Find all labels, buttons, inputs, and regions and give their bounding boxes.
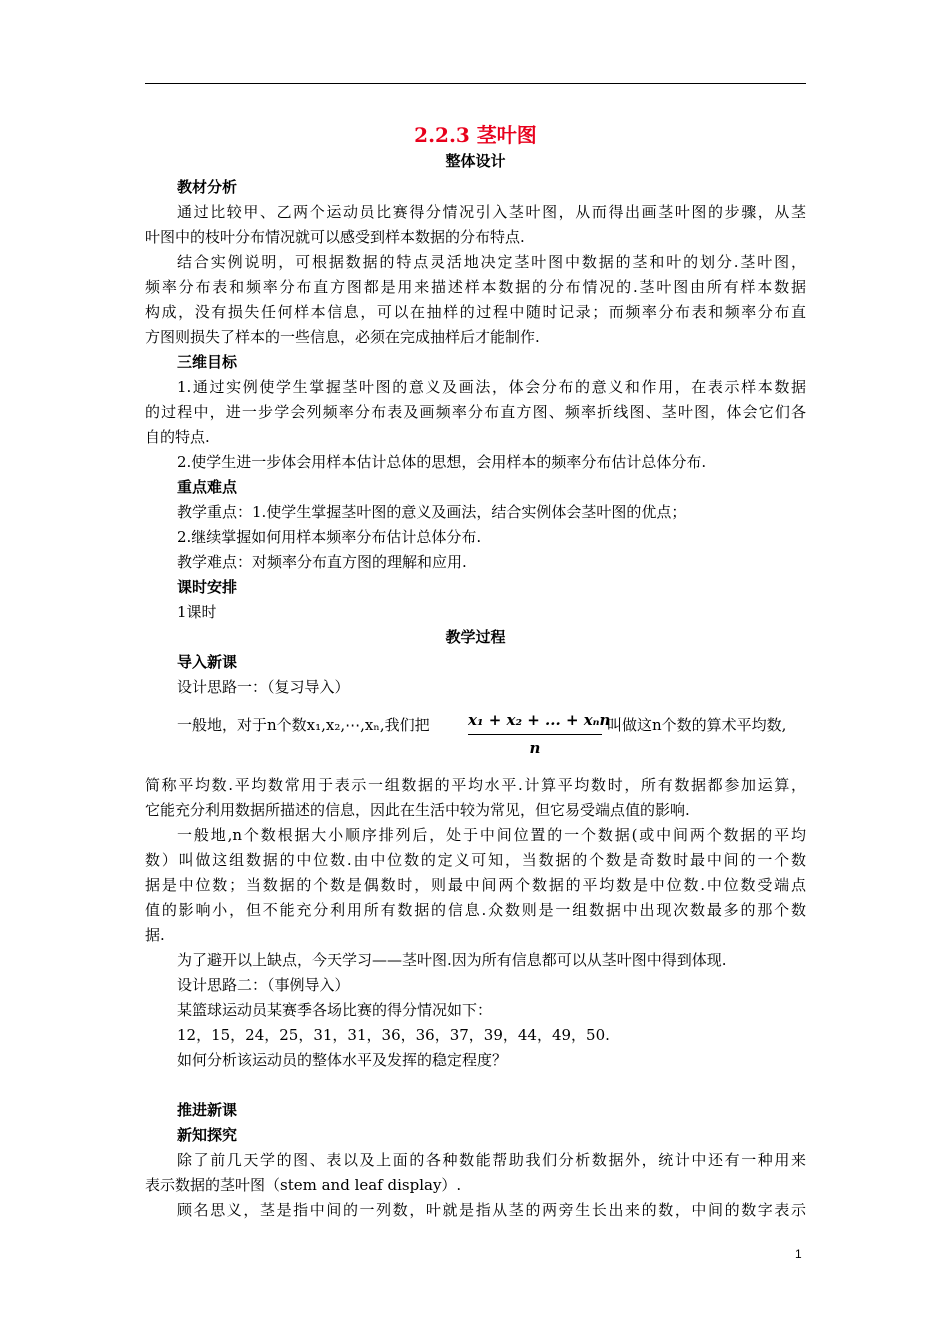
paragraph-line: 某篮球运动员某赛季各场比赛的得分情况如下： — [177, 1001, 493, 1019]
mean-text-before: 一般地，对于n个数x₁,x₂,⋯,xₙ,我们把 — [177, 716, 430, 734]
formula-numerator: x₁ + x₂ + ... + xₙn — [468, 708, 602, 735]
formula-denominator: n — [529, 739, 541, 757]
paragraph-line: 顾名思义，茎是指中间的一列数，叶就是指从茎的两旁生长出来的数，中间的数字表示 — [177, 1201, 806, 1219]
score-list: 12，15，24，25，31，31，36，36，37，39，44，49，50. — [177, 1026, 610, 1044]
paragraph-line: 频率分布表和频率分布直方图都是用来描述样本数据的分布情况的.茎叶图由所有样本数据 — [145, 278, 806, 296]
mean-text-after: 叫做这n个数的算术平均数, — [607, 716, 787, 734]
paragraph-line: 如何分析该运动员的整体水平及发挥的稳定程度？ — [177, 1051, 508, 1069]
heading-schedule: 课时安排 — [177, 578, 238, 596]
paragraph-line: 据是中位数；当数据的个数是偶数时，则最中间两个数据的平均数是中位数.中位数受端点 — [145, 876, 806, 894]
heading-textbook-analysis: 教材分析 — [177, 178, 238, 196]
subtitle: 整体设计 — [445, 152, 506, 170]
mean-formula — [468, 708, 611, 761]
page-number: 1 — [795, 1247, 802, 1261]
paragraph-line: 设计思路一：（复习导入） — [177, 678, 350, 696]
heading-new-lesson: 推进新课 — [177, 1101, 238, 1119]
paragraph-line: 通过比较甲、乙两个运动员比赛得分情况引入茎叶图，从而得出画茎叶图的步骤，从茎 — [177, 203, 806, 221]
paragraph-line: 据. — [145, 926, 165, 944]
paragraph-line: 除了前几天学的图、表以及上面的各种数能帮助我们分析数据外，统计中还有一种用来 — [177, 1151, 806, 1169]
paragraph-line: 的过程中，进一步学会列频率分布表及画频率分布直方图、频率折线图、茎叶图，体会它们各 — [145, 403, 806, 421]
paragraph-line: 教学重点：1.使学生掌握茎叶图的意义及画法，结合实例体会茎叶图的优点； — [177, 503, 687, 521]
paragraph-line: 1.通过实例使学生掌握茎叶图的意义及画法，体会分布的意义和作用，在表示样本数据 — [177, 378, 806, 396]
page-title: 2.2.3 茎叶图 — [414, 123, 537, 147]
paragraph-line: 结合实例说明，可根据数据的特点灵活地决定茎叶图中数据的茎和叶的划分.茎叶图， — [177, 253, 806, 271]
paragraph-line: 简称平均数.平均数常用于表示一组数据的平均水平.计算平均数时，所有数据都参加运算， — [145, 776, 806, 794]
paragraph-line: 设计思路二：（事例导入） — [177, 976, 350, 994]
heading-teaching-process: 教学过程 — [445, 628, 506, 646]
paragraph-line: 方图则损失了样本的一些信息，必须在完成抽样后才能制作. — [145, 328, 540, 346]
paragraph-line: 2.继续掌握如何用样本频率分布估计总体分布. — [177, 528, 482, 546]
paragraph-line: 值的影响小，但不能充分利用所有数据的信息.众数则是一组数据中出现次数最多的那个数 — [145, 901, 806, 919]
paragraph-line: 自的特点. — [145, 428, 210, 446]
paragraph-line: 叶图中的枝叶分布情况就可以感受到样本数据的分布特点. — [145, 228, 525, 246]
paragraph-line: 它能充分利用数据所描述的信息，因此在生活中较为常见，但它易受端点值的影响. — [145, 801, 690, 819]
heading-exploration: 新知探究 — [177, 1126, 238, 1144]
paragraph-line: 1课时 — [177, 603, 217, 621]
paragraph-line: 构成，没有损失任何样本信息，可以在抽样的过程中随时记录；而频率分布表和频率分布直 — [145, 303, 806, 321]
paragraph-line: 表示数据的茎叶图（stem and leaf display）. — [145, 1176, 462, 1194]
paragraph-line: 教学难点：对频率分布直方图的理解和应用. — [177, 553, 467, 571]
paragraph-line: 一般地,n个数根据大小顺序排列后，处于中间位置的一个数据(或中间两个数据的平均 — [177, 826, 806, 844]
paragraph-line: 数）叫做这组数据的中位数.由中位数的定义可知，当数据的个数是奇数时最中间的一个数 — [145, 851, 806, 869]
heading-intro: 导入新课 — [177, 653, 238, 671]
heading-objectives: 三维目标 — [177, 353, 238, 371]
header-rule — [145, 83, 806, 84]
paragraph-line: 2.使学生进一步体会用样本估计总体的思想，会用样本的频率分布估计总体分布. — [177, 453, 707, 471]
heading-key-points: 重点难点 — [177, 478, 238, 496]
paragraph-line: 为了避开以上缺点，今天学习——茎叶图.因为所有信息都可以从茎叶图中得到体现. — [177, 951, 727, 969]
